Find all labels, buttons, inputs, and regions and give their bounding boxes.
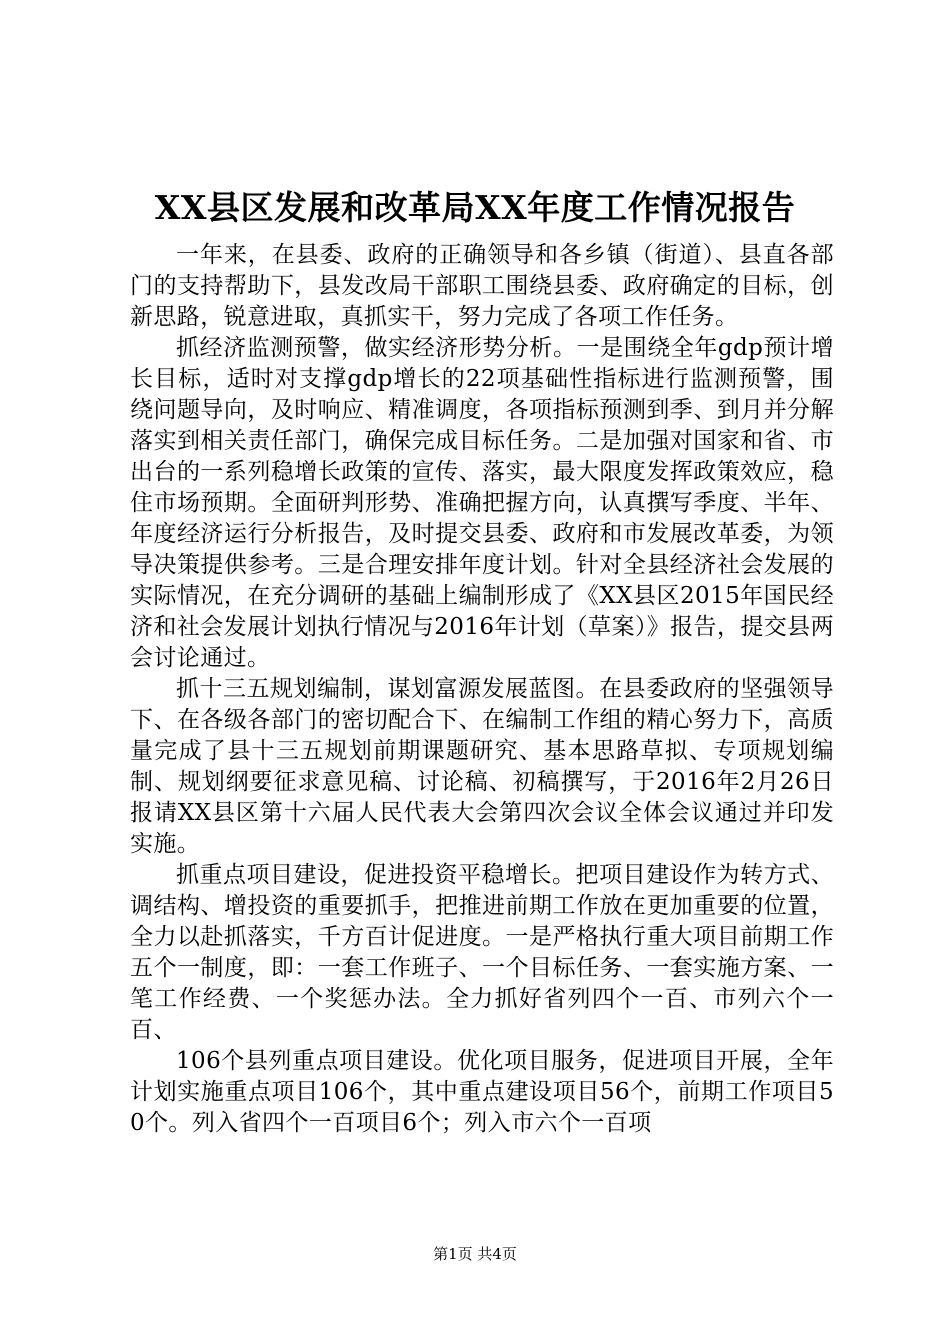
paragraph-key-projects: 抓重点项目建设，促进投资平稳增长。把项目建设作为转方式、调结构、增投资的重要抓手，把推进前期工作放在更加重要的位置，全力以赴抓落实，千方百计促进度。一是严格执行重大项目前期工作五个一制度，即：一套工作班子、一个目标任务、一套实施方案、一笔工作经费、一个奖惩办法。全力抓好省列四个一百、市列六个一百、 [130,862,834,1043]
paragraph-economic-monitoring: 抓经济监测预警，做实经济形势分析。一是围绕全年gdp预计增长目标，适时对支撑gdp增长的22项基础性指标进行监测预警，围绕问题导向，及时响应、精准调度，各项指标预测到季、到月并分解落实到相关责任部门，确保完成目标任务。二是加强对国家和省、市出台的一系列稳增长政策的宣传、落实，最大限度发挥政策效应，稳住市场预期。全面研判形势、准确把握方向，认真撰写季度、半年、年度经济运行分析报告，及时提交县委、政府和市发展改革委，为领导决策提供参考。三是合理安排年度计划。针对全县经济社会发展的实际情况，在充分调研的基础上编制形成了《XX县区2015年国民经济和社会发展计划执行情况与2016年计划（草案）》报告，提交县两会讨论通过。 [130,335,834,671]
page-footer: 第1页 共4页 [433,1245,517,1263]
document-body [130,240,834,1139]
paragraph-five-year-plan: 抓十三五规划编制，谋划富源发展蓝图。在县委政府的坚强领导下、在各级各部门的密切配合下、在编制工作组的精心努力下，高质量完成了县十三五规划前期课题研究、基本思路草拟、专项规划编制、规划纲要征求意见稿、讨论稿、初稿撰写，于2016年2月26日报请XX县区第十六届人民代表大会第四次会议全体会议通过并印发实施。 [130,676,834,857]
document-title: XX县区发展和改革局XX年度工作情况报告 [154,188,796,227]
paragraph-intro: 一年来，在县委、政府的正确领导和各乡镇（街道）、县直各部门的支持帮助下，县发改局干部职工围绕县委、政府确定的目标，创新思路，锐意进取，真抓实干，努力完成了各项工作任务。 [130,242,834,330]
paragraph-county-projects: 106个县列重点项目建设。优化项目服务，促进项目开展，全年计划实施重点项目106个，其中重点建设项目56个，前期工作项目50个。列入省四个一百项目6个；列入市六个一百项 [130,1048,834,1136]
